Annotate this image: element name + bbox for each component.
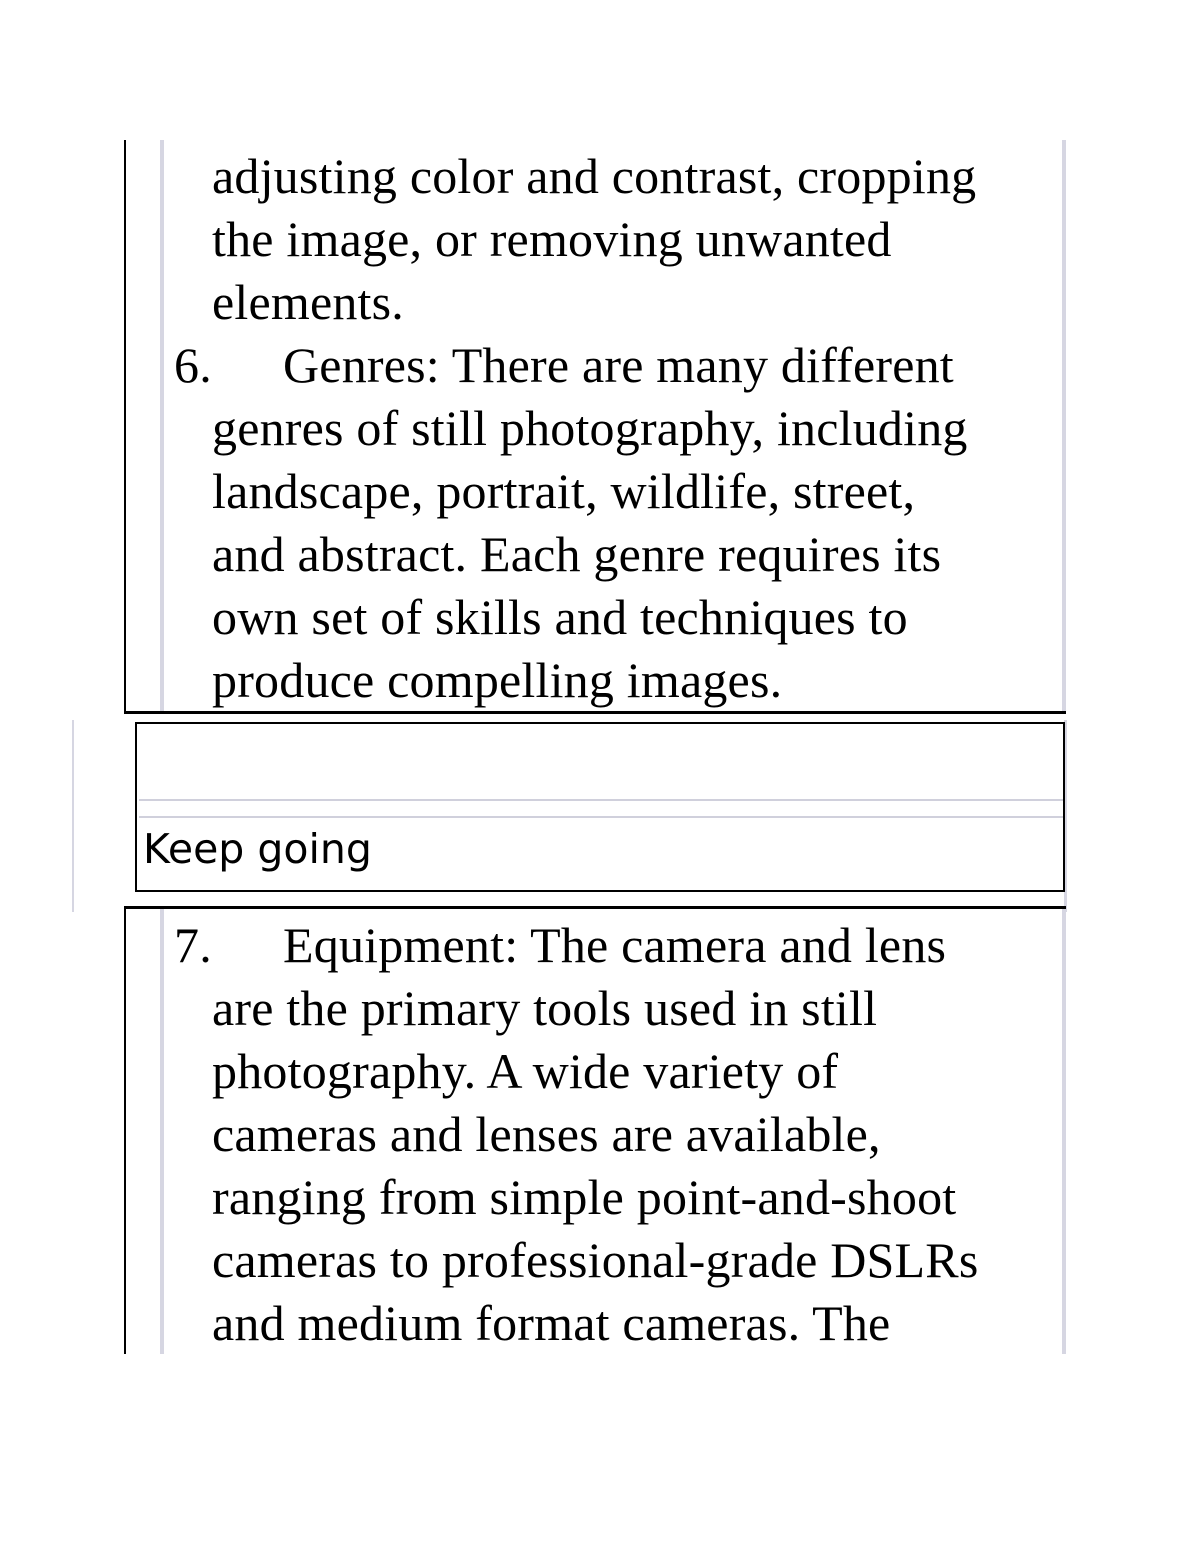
- list-item-number: 6.: [174, 337, 212, 393]
- list-item-line: landscape, portrait, wildlife, street,: [212, 463, 916, 519]
- bottom-cell-left-border: [124, 906, 126, 1354]
- bottom-cell-top-border: [124, 906, 1066, 909]
- list-item-line: produce compelling images.: [212, 652, 783, 708]
- list-item-line: own set of skills and techniques to: [212, 589, 908, 645]
- list-item-number: 7.: [174, 917, 212, 973]
- top-cell-bottom-border: [124, 711, 1066, 714]
- prompt-text: Keep going: [143, 825, 372, 873]
- top-cell-inner-rule: [160, 140, 164, 714]
- list-item-line: ranging from simple point-and-shoot: [212, 1169, 957, 1225]
- list-item-line: photography. A wide variety of: [212, 1043, 839, 1099]
- continuation-line: adjusting color and contrast, cropping: [212, 148, 977, 204]
- bottom-cell-inner-rule: [160, 909, 164, 1354]
- bottom-cell-right-border: [1062, 909, 1066, 1354]
- prompt-separator: [139, 799, 1063, 801]
- list-item-line: and abstract. Each genre requires its: [212, 526, 942, 582]
- list-item-line: Equipment: The camera and lens: [283, 917, 947, 973]
- continuation-line: elements.: [212, 274, 405, 330]
- list-item-line: cameras to professional-grade DSLRs: [212, 1232, 979, 1288]
- continuation-line: the image, or removing unwanted: [212, 211, 892, 267]
- list-item-line: are the primary tools used in still: [212, 980, 878, 1036]
- list-item-line: and medium format cameras. The: [212, 1295, 891, 1351]
- list-item-line: cameras and lenses are available,: [212, 1106, 881, 1162]
- prompt-left-rule: [72, 720, 74, 912]
- list-item-line: Genres: There are many different: [283, 337, 954, 393]
- list-item-line: genres of still photography, including: [212, 400, 968, 456]
- prompt-box: [135, 722, 1065, 892]
- prompt-separator: [139, 816, 1063, 818]
- top-cell-left-border: [124, 140, 126, 714]
- top-cell-right-border: [1062, 140, 1066, 714]
